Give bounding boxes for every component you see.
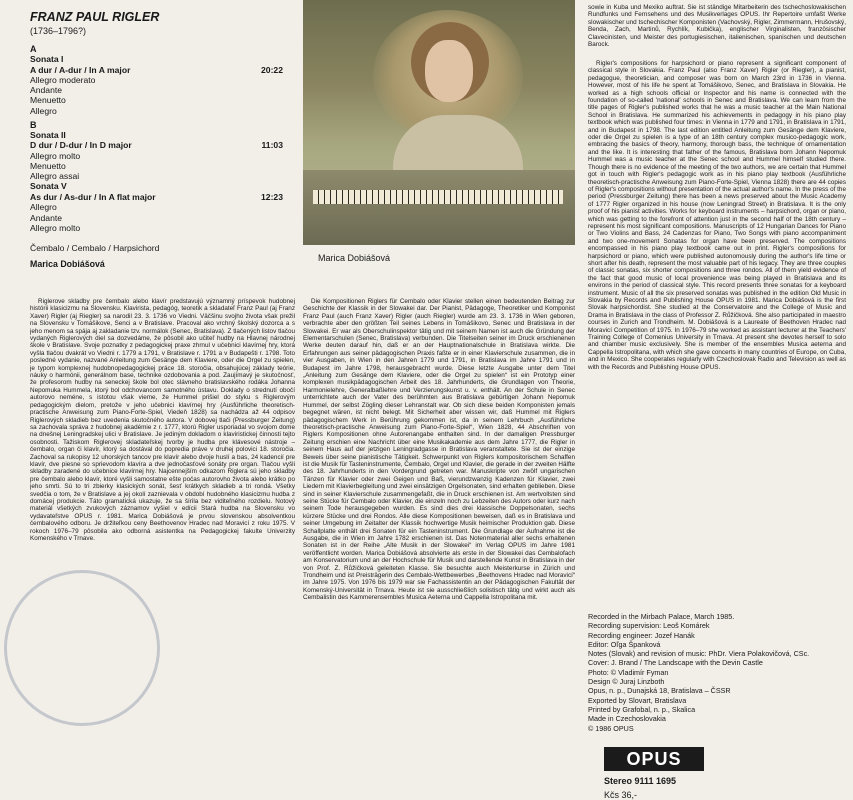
credit-line: Recording supervision: Leoš Komárek bbox=[588, 621, 710, 631]
german-notes-continued bbox=[588, 4, 846, 56]
composer-title: FRANZ PAUL RIGLER bbox=[30, 10, 160, 24]
sonata-1-mvt: Allegro moderato bbox=[30, 75, 96, 85]
side-a-label: A bbox=[30, 44, 37, 54]
credit-line: Editor: Oľga Španková bbox=[588, 639, 661, 649]
photo-caption: Marica Dobiášová bbox=[318, 253, 391, 263]
credit-line: Made in Czechoslovakia bbox=[588, 714, 666, 724]
slovak-text: Riglerove skladby pre čembalo alebo klavír predstavujú významný príspevok hudobnej histórii klasicizmu na Slovensku. Klavirista, pedagóg, teoretik a skladateľ Franz Paul (aj Franz Xaver) Rigler (aj Riegler) sa narodil 23. 3. 1736 vo Viedni. Väčšinu svojho života však prežil na Slovensku v Tomášikove, Senci a v Bratislave. Pracoval ako vrchný školský dozorca a s jeho menom sa spája aj zakladanie tzv. normálok (Senec, Bratislava). Z tlačených listov tlačou vydaných Riglerových diel sa dozvedáme, že pôsobil ako učiteľ hudby na Hlavnej národnej škole v Bratislave. Svoje poznatky z pedagogickej praxe zhrnul v učebnici klavírnej hry, ktorá vyšla tlačou dvakrát vo Viedni r. 1779 a 1791, v Bratislave r. 1791 a v Budapešti r. 1798. Toto posledné vydanie, nazvané Anleitung zum Gesänge dem Klaviere, oder die Orgel zu spielen, je typom komplexnej hudobnopedagogickej práce 18. storočia, obsahujúcej základy teórie, náuky o harmónii, generálnom base, technike ozdobovania a pod. Zaujímavý je skutočnosť, že profesorom hudby na seneckej škole bol otec slávneho bratislavského rodáka Johanna Nepomuka Hummela, ktorý bol odchovancom samotného ústavu. Doklady o strednutí obočí autorovo neméne, s istotou však vieme, že Hummel prišiel do styku s Riglerovým pedagogickým dielom, pretože v jeho učebnici klavírnej hry (Ausführliche theoretisch-practische Anweisung zum Piano-Forte-Spiel, Viedeň 1828) sa nachádza až 44 odpisov Riglerových skladieb bez uvedenia skutočného autora. V dobovej tlači (Pressburger Zeitung) sa zachovala správa z hudobnej akadémie z r. 1777, ktorú Rigler usporiadal vo svojom dome na dnešnej Leningradskej ulici v Bratislave. Je jediným dokladom o klaviristickej činnosti tejto osobnosti. Tažiskom Riglerovej skladateľskej tvorby je hudba pre klávesové nástroje – čembalo, organ či klavír, ktorý sa dostával do popredia práve v druhej polovici 18. storočia. Zachoval sa rukopisy 12 uhorských tancov pre klavír alebo dvoje huslí a bas, 24 kadencií pre klavír, dve piesne so sprievodom klavíra a dve jednočasťové sonáty pre organ. Tlačou vyšli skladby zaradené do učebnice klavírnej hry. Najcennejším odkazom Riglera sú jeho skladby pre čembalo alebo klavír, ktoré vyšli samostatne ešte počas autorovho života alebo krátko po jeho smrti. Sú to tri zbierky klasických sonát, šesť krátkych skladieb a tri rondá. Všetky svedčia o tom, že v Bratislave a jej okolí zaznievala v období hudobného klasicizmu hudba z domácej produkcie. Táto gramatická ukazuje, že sa šírila bez viditeľného rozdielu. Notový materiál všetkých zvukových záznamov vyšiel v edícii Stará hudba na Slovensku vo vydavateľstve OPUS r. 1981. Marica Dobiášová je prvou slovenskou absolventkou čembalového odboru. Je držiteľkou ceny Beethovenov Hradec nad Moravicí z roku 1975. V rokoch 1976–79 pôsobila ako odborná asistentka na Pedagogickej fakulte Univerzity Komenského v Trnave. bbox=[30, 298, 295, 542]
credit-line: Notes (Slovak) and revision of music: PhDr. Viera Polakovičová, CSc. bbox=[588, 649, 810, 659]
catalog-number: Stereo 9111 1695 bbox=[604, 776, 677, 786]
sonata-5-mvt: Allegro bbox=[30, 202, 57, 213]
credit-line: Recording engineer: Jozef Hanák bbox=[588, 630, 695, 640]
sonata-2-key: D dur / D-dur / In D major 11:03 bbox=[30, 140, 283, 151]
credit-line: Recorded in the Mirbach Palace, March 1985. bbox=[588, 612, 735, 621]
sonata-1-mvt: Allegro bbox=[30, 105, 57, 116]
german-text: Die Kompositionen Riglers für Cembalo oder Klavier stellen einen bedeutenden Beitrag zur Geschichte der Klassik in der Slowakei dar. Der Pianist, Pädagoge, Theoretiker und Komponist Franz Paul (auch Franz Xaver) Rigler (auch Riegler) wurde am 23. 3. 1736 in Wien geboren, verbrachte aber den größten Teil seines Lebens in Tomášikovo, Senec und Bratislava in der Slowakei. Er war als Oberschulinspektor tätig und mit seinem Namen ist auch die Gründung der Elementarschulen (Senec, Bratislava) verbunden. Die Titelseiten seiner im Druck erschienenen Werke deuten darauf hin, daß er an der Hauptnationalschule in Bratislava wirkte. Die Erfahrungen aus seiner pädagogischen Praxis faßte er in einer Klavierschule zusammen, die in vier Ausgaben, in Wien in den Jahren 1779 und 1791, in Bratislava im Jahre 1791 und in Budapest im Jahre 1798, herausgebracht wurde. Diese letzte Ausgabe unter dem Titel „Anleitung zum Gesänge dem Klaviere, oder die Orgel zu spielen“ ist ein Prototyp einer komplexen musikpädagogischen Arbeit des 18. Jahrhunderts, die Grundlagen von Theorie, Harmonielehre, Generalbaßlehre und Verzierungskunst u. v. enthält. An der Schule in Senec unterrichtete auch der Vater des berühmten aus Bratislava gebürtigen Johann Nepomuk Hummel, der selbst Zögling dieser Lehranstalt war. Ob sich diese beiden Komponisten jemals begegnet wären, ist nicht belegt. Mit Sicherheit aber wissen wir, daß Hummel mit Riglers pädagogischem Werk in Berührung gekommen ist, da in seinem Lehrbuch „Ausführliche theoretisch-practische Anweisung zum Piano-Forte-Spiel“, Wien 1828, 44 Abschriften von Riglers Kompositionen ohne Autorenangabe enthalten sind. In der damaligen Pressburger Zeitung erschien eine Nachricht über eine Musikakademie aus dem Jahre 1777, die Rigler in seinem Haus auf der jetzigen Leningradgasse in Bratislava veranstaltete. Sie ist der einzige Beweis über seine pianistische Tätigkeit. Schwerpunkt von Riglers kompositorischem Schaffen ist die Musik für Tasteninstrumente, Cembalo, Orgel und Klavier, die gerade in der zweiten Hälfte des 18. Jahrhunderts in den Vordergrund getreten war. Manuskripte von zwölf ungarischen Tänzen für Klavier oder zwei Geigen und Baß, vierundzwanzig Kadenzen für Klavier, zwei Liedern mit Klavierbegleitung und zwei einsätzigen Orgelsonaten, sind erhalten geblieben. Diese sind in seiner Klavierschule zusammengefaßt, die in Druck erschienen ist. Am wertvollsten sind seine Stücke für Cembalo oder Klavier, die einzeln noch zu Lebzeiten des Autors oder kurz nach seinem Tode herausgegeben wurden. Es sind dies drei klassische Doppelsonaten, sechs kürzere Stücke und drei Rondos. Alle diese Kompositionen beweisen, daß es in Bratislava und seiner Umgebung im Zeitalter der Klassik hochwertige Musik heimischer Produktion gab. Diese Schallplatte enthält drei Sonaten für ein Tasteninstrument. Die Grundlage der Aufnahme ist die Ausgabe, die in Wien im Jahre 1782 erschienen ist. Das Notenmaterial aller sechs erhaltenen Sonaten ist in der Reihe „Alte Musik in der Slowakei“ im Verlag OPUS im Jahre 1981 veröffentlicht worden. Marica Dobiášová absolvierte als erste in der Slowakei das Cembalofach am Konservatorium und an der Hochschule für Musik und darstellende Kunst in Bratislava in der von Prof. Z. Růžičková geleiteten Klasse. Sie besuchte auch Meisterkurse in Zürich und Trondheim und ist Preisträgerin des Cembalo-Wettbewerbes „Beethovens Hradec nad Moravicí“ im Jahre 1975. Von 1976 bis 1979 war sie Fachassistentin an der Pädagogischen Fakultät der Komenský-Universität in Trnava. Heute ist sie ausschließlich solistisch tätig und wirkt auch als Cembalistin des Kammerensembles Musica Aeterna und Cappella Istropolitana mit. bbox=[303, 298, 575, 602]
sonata-5-duration: 12:23 bbox=[261, 191, 283, 202]
sonata-1-duration: 20:22 bbox=[261, 64, 283, 75]
credit-line: Opus, n. p., Dunajská 18, Bratislava – ČSSR bbox=[588, 686, 731, 696]
sonata-1-mvt: Menuetto bbox=[30, 95, 66, 106]
sonata-5-title: Sonata V bbox=[30, 181, 67, 192]
price: Kčs 36,- bbox=[604, 790, 638, 800]
german-text-end: sowie in Kuba und Mexiko auftrat. Sie ist ständige Mitarbeiterin des tschechoslowakischen Rundfunks und Fernsehens und des Musikverlages OPUS. Ihr Repertoire umfaßt Werke slowakischer und tschechischer Komponisten (Vachovský, Rigler, Zimmermann, Hrušovský, Benda, Zach, Martinů, Rychlík, Kubička), englischer Virginalisten, französischer Clavecinisten, und Meister des portugiesischen, italienischen, spanischen und deutschen Barock. bbox=[588, 4, 846, 49]
sonata-1-mvt: Andante bbox=[30, 85, 63, 96]
opus-logo: OPUS bbox=[604, 747, 704, 771]
sonata-1-title: Sonata I bbox=[30, 54, 64, 64]
english-notes bbox=[588, 60, 846, 605]
recording-credits bbox=[588, 612, 846, 733]
sonata-5-mvt: Andante bbox=[30, 212, 63, 223]
performer-name: Marica Dobiášová bbox=[30, 259, 105, 270]
performer-photo bbox=[303, 0, 575, 245]
track-list-column bbox=[0, 0, 295, 269]
english-text: Rigler's compositions for harpsichord or piano represent a significant component of classical style in Slovakia. Franz Paul (also Franz Xaver) Rigler (or Riegler), a pianist, pedagogue, theoretician, and composer was born on March 23rd in 1736 in Vienna. However, most of his life he spent at Tomášikovo, Senec, and Bratislava in Slovakia. He worked as a high schools official or Inspector and his name is connected with the foundation of so-called 'national' schools in Senec and Bratislava. We can learn from the title pages of Rigler's published works that he was a music teacher at the Main National School in Bratislava. He summarized his achievements in pedagogy in his piano play textbook which was published four times: in Vienna in 1779 and 1791, in Bratislava in 1791, and in Budapest in 1798. The last edition entitled Anleitung zum Gesänge dem Klaviere, oder die Orgel zu spielen is a type of an 18th century complex musico-pedagogic work, embracing the basics of theory, harmony, thorough bass, the technique of ornamentation and the like. It is interesting that father of the famous, Bratislava born Johann Nepomuk Hummel was a music teacher at the Senec school and Hummel himself studied there. Though there is no evidence of the meeting of the two authors, we are certain that Hummel got in touch with Rigler's pedagogic work as in his piano play textbook (Ausführliche theoretisch-practische Anweisung zum Piano-Forte-Spiel, Vienna 1828) there are 44 copies of Rigler's compositions without presentation of the actual author's name. In the press of the period (Pressburger Zeitung) there has been a news preserved about the Music Academy of 1777 Rigler organized in his house (now Leningrad Street) in Bratislava. It is the only proof of his pianist activities. Works for keyboard instruments – harpsichord, organ or piano, which was getting to the forefront of attention just in the second half of the 18th century – represent his most significant compositions. Manuscripts of 12 Hungarian Dances for Piano or Two Violins and Bass, 24 Cadenzas for Piano, Two Songs with piano accompaniment and two one-movement Sonatas for organ have been preserved. The compositions encompassed in his piano play textbook came out in print. Rigler's compositions for harpsichord or piano, which were published autonomously during the author's life time or short after his death, represent the most valuable part of his legacy. They are three couples of classic sonatas, six shorter compositions and three rondos. All of them yield evidence of the fact that good music of local provenience was being played in Bratislava and its environs in the period of classical style. This record presents three sonatas for a keyboard instrument. Music of all the six preserved sonatas was published in the edition Old Music in Slovakia by Records and Publishing House OPUS in 1981. Marica Dobiášová is the first Slovak harpsichordist. She studied at the Conservatoire and the College of Music and Drama in Bratislava in the class of Professor Z. Růžičková. She also participated in maestro courses in Zurich and Trondheim. M. Dobiášová is a Laureate of Beethoven Hradec nad Moravicí Competition of 1975. In 1976–79 she worked as assistant lecturer at the Teachers' Training College of Comenius University in Trnava. At present she devotes herself to solo and chamber music exclusively. She is member of the ensembles Musica aeterna and Cappella Istropolitana, with which she gave concerts in many countries of Europe, on Cuba, and in Mexico. She cooperates regularly with Czechoslovak Radio and Television as well as with the Records and Publishing House OPUS. bbox=[588, 60, 846, 371]
credit-line: Exported by Slovart, Bratislava bbox=[588, 695, 687, 705]
credit-line: Photo: © Vladimír Fyman bbox=[588, 667, 669, 677]
sonata-1-key: A dur / A-dur / In A major 20:22 bbox=[30, 64, 283, 75]
sonata-2-duration: 11:03 bbox=[261, 140, 283, 151]
credit-line: Cover: J. Brand / The Landscape with the Devin Castle bbox=[588, 658, 763, 668]
sonata-5-key: As dur / As-dur / In A flat major 12:23 bbox=[30, 191, 283, 202]
credit-line: © 1986 OPUS bbox=[588, 723, 634, 733]
credit-line: Design © Juraj Linzboth bbox=[588, 677, 665, 687]
sonata-2-title: Sonata II bbox=[30, 129, 66, 140]
credit-line: Printed by Grafobal, n. p., Skalica bbox=[588, 704, 696, 714]
composer-years: (1736–1796?) bbox=[30, 26, 87, 36]
sonata-2-mvt: Allegro assai bbox=[30, 171, 80, 182]
side-b-label: B bbox=[30, 119, 37, 130]
german-notes bbox=[303, 298, 575, 793]
instrument-label: Čembalo / Cembalo / Harpsichord bbox=[30, 243, 160, 254]
sonata-2-mvt: Allegro molto bbox=[30, 150, 81, 161]
sonata-5-mvt: Allegro molto bbox=[30, 222, 81, 233]
sonata-2-mvt: Menuetto bbox=[30, 161, 66, 172]
